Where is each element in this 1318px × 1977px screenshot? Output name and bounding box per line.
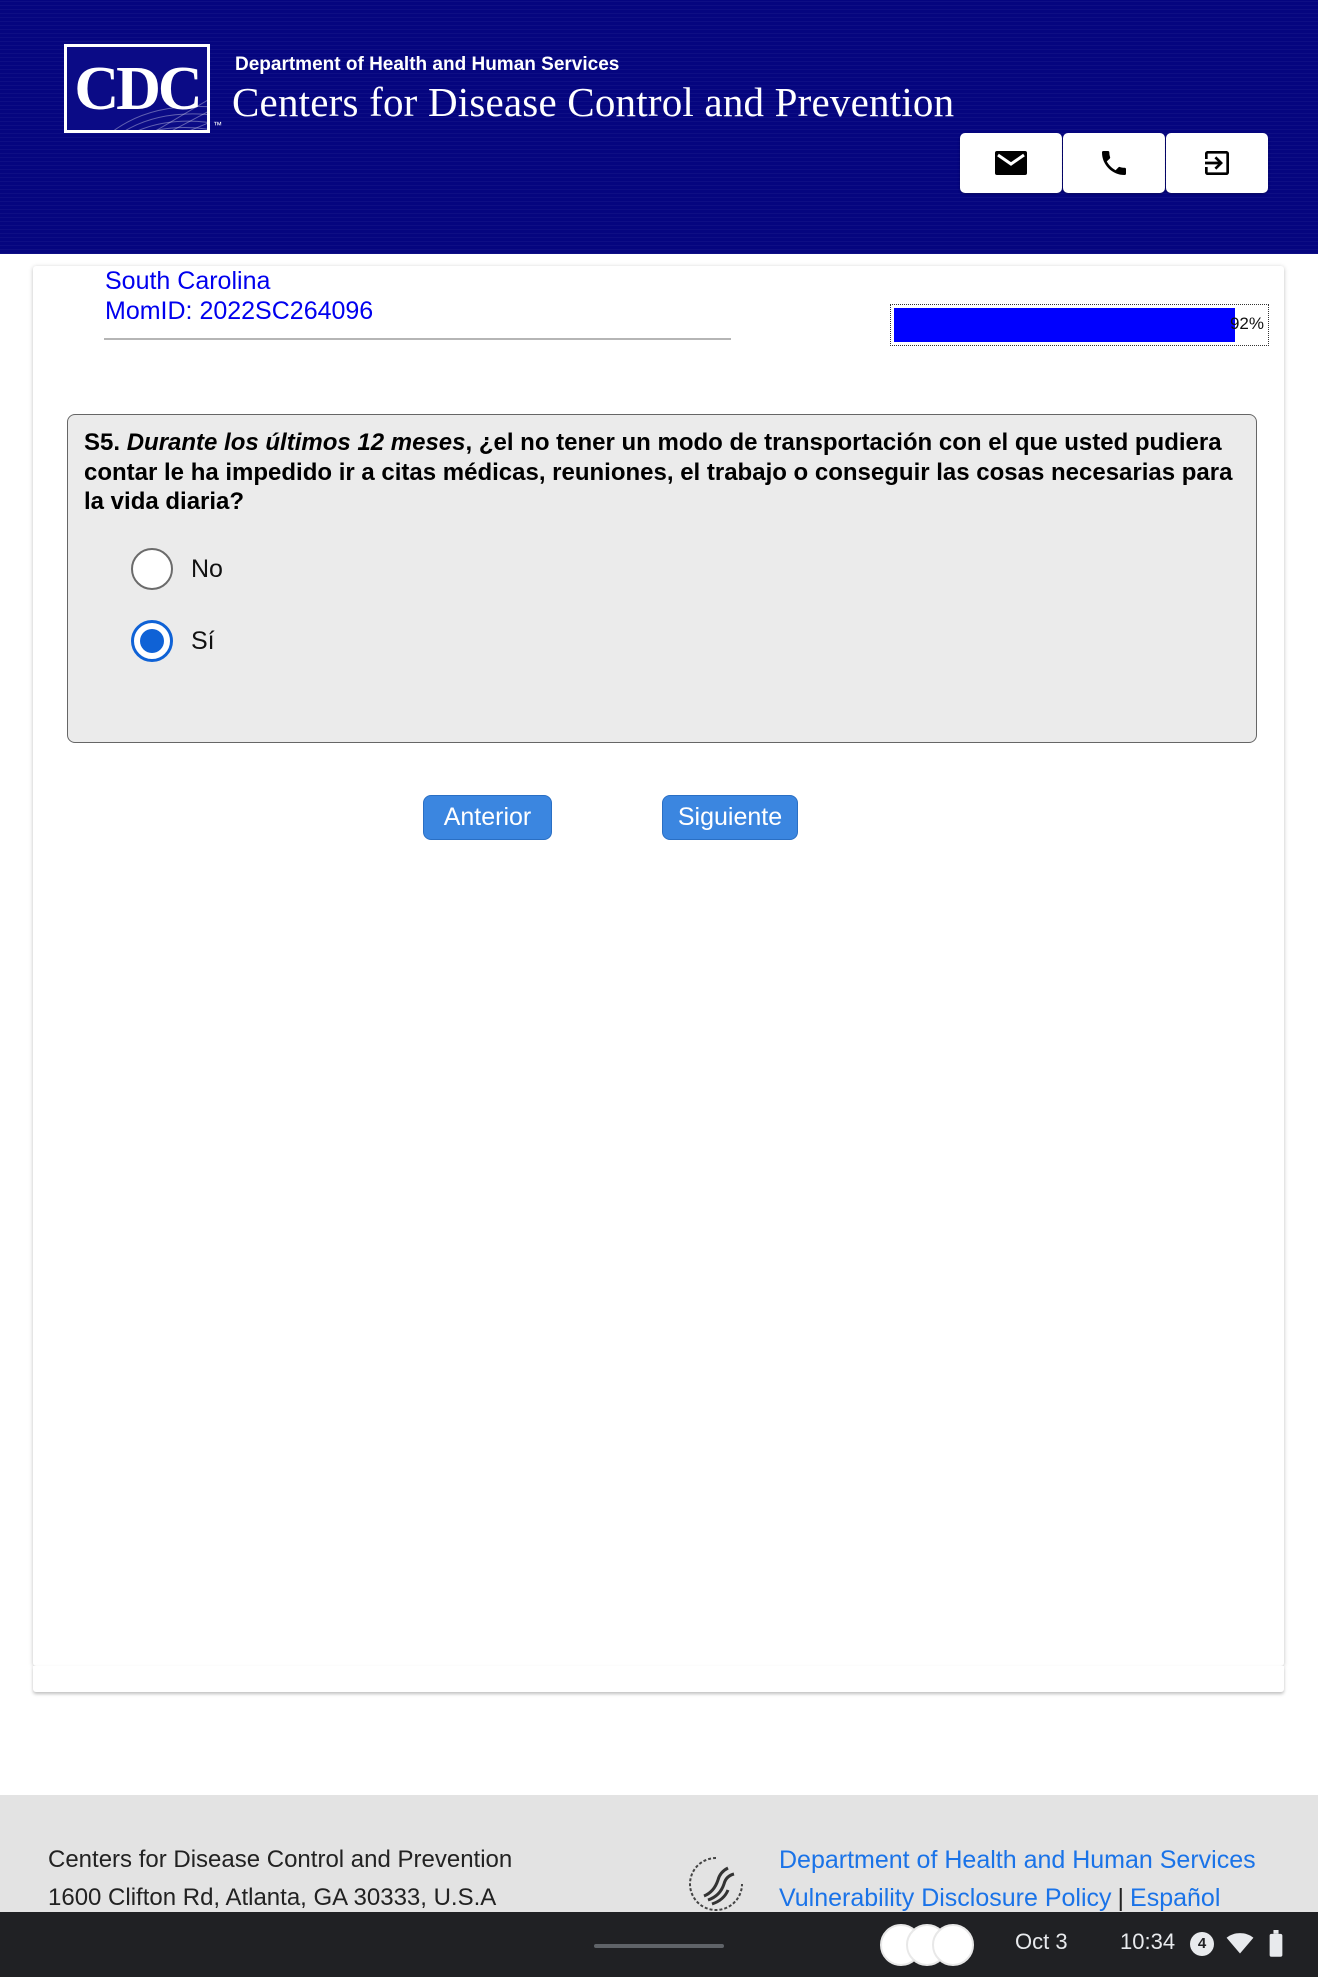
- progress-bar: [890, 304, 1269, 346]
- notification-count-badge[interactable]: 4: [1190, 1932, 1214, 1956]
- question-number: S5.: [84, 429, 121, 456]
- trademark-mark: ™: [213, 120, 222, 130]
- email-button[interactable]: [960, 133, 1062, 193]
- vulnerability-disclosure-link[interactable]: Vulnerability Disclosure Policy: [779, 1884, 1112, 1912]
- home-gesture-bar[interactable]: [594, 1944, 724, 1948]
- exit-icon: [1201, 147, 1233, 179]
- shelf-app-icon[interactable]: [932, 1924, 974, 1966]
- phone-icon: [1098, 147, 1130, 179]
- progress-fill: [894, 308, 1235, 342]
- exit-button[interactable]: [1166, 133, 1268, 193]
- header-department: Department of Health and Human Services: [235, 54, 620, 75]
- footer-separator: |: [1117, 1884, 1125, 1912]
- option-si[interactable]: [131, 619, 215, 663]
- espanol-link[interactable]: Español: [1130, 1884, 1221, 1912]
- cdc-logo[interactable]: [64, 44, 210, 133]
- radio-no[interactable]: [131, 548, 173, 590]
- previous-button[interactable]: Anterior: [423, 795, 552, 840]
- mail-icon: [994, 150, 1028, 176]
- radio-si[interactable]: [131, 620, 173, 662]
- footer-links-row: [779, 1884, 1220, 1913]
- card-bottom-edge: [33, 1666, 1284, 1692]
- question-text: [84, 428, 1234, 517]
- info-divider: [104, 338, 731, 340]
- footer-hhs-link[interactable]: Department of Health and Human Services: [779, 1846, 1256, 1874]
- state-label: South Carolina: [105, 267, 271, 295]
- phone-button[interactable]: [1063, 133, 1165, 193]
- question-body: , ¿el no tener un modo de transportación con el que usted pudiera contar le ha impedido ir a citas médicas, reuniones, el trabajo o conseguir las cosas necesarias para la vida diaria?: [84, 429, 1233, 515]
- option-si-label: Sí: [191, 626, 215, 655]
- site-header: [0, 0, 1318, 254]
- next-button[interactable]: Siguiente: [662, 795, 798, 840]
- progress-track: [894, 308, 1265, 342]
- shelf-app-icons[interactable]: [880, 1924, 974, 1966]
- system-time[interactable]: 10:34: [1120, 1929, 1176, 1954]
- battery-icon: [1268, 1930, 1284, 1958]
- footer-org-name: Centers for Disease Control and Prevention: [48, 1846, 513, 1873]
- wifi-icon: [1226, 1931, 1254, 1955]
- cdc-logo-text: CDC: [74, 55, 200, 123]
- question-emphasis: Durante los últimos 12 meses: [126, 429, 466, 456]
- progress-label: 92%: [1229, 314, 1264, 333]
- footer-address: 1600 Clifton Rd, Atlanta, GA 30333, U.S.A: [48, 1884, 497, 1911]
- option-no-label: No: [191, 554, 223, 583]
- mom-id-label: MomID: 2022SC264096: [105, 297, 374, 325]
- option-no[interactable]: [131, 547, 223, 591]
- hhs-eagle-logo-icon: [684, 1852, 748, 1916]
- header-title: Centers for Disease Control and Prevention: [232, 79, 955, 125]
- system-date[interactable]: Oct 3: [1015, 1929, 1068, 1954]
